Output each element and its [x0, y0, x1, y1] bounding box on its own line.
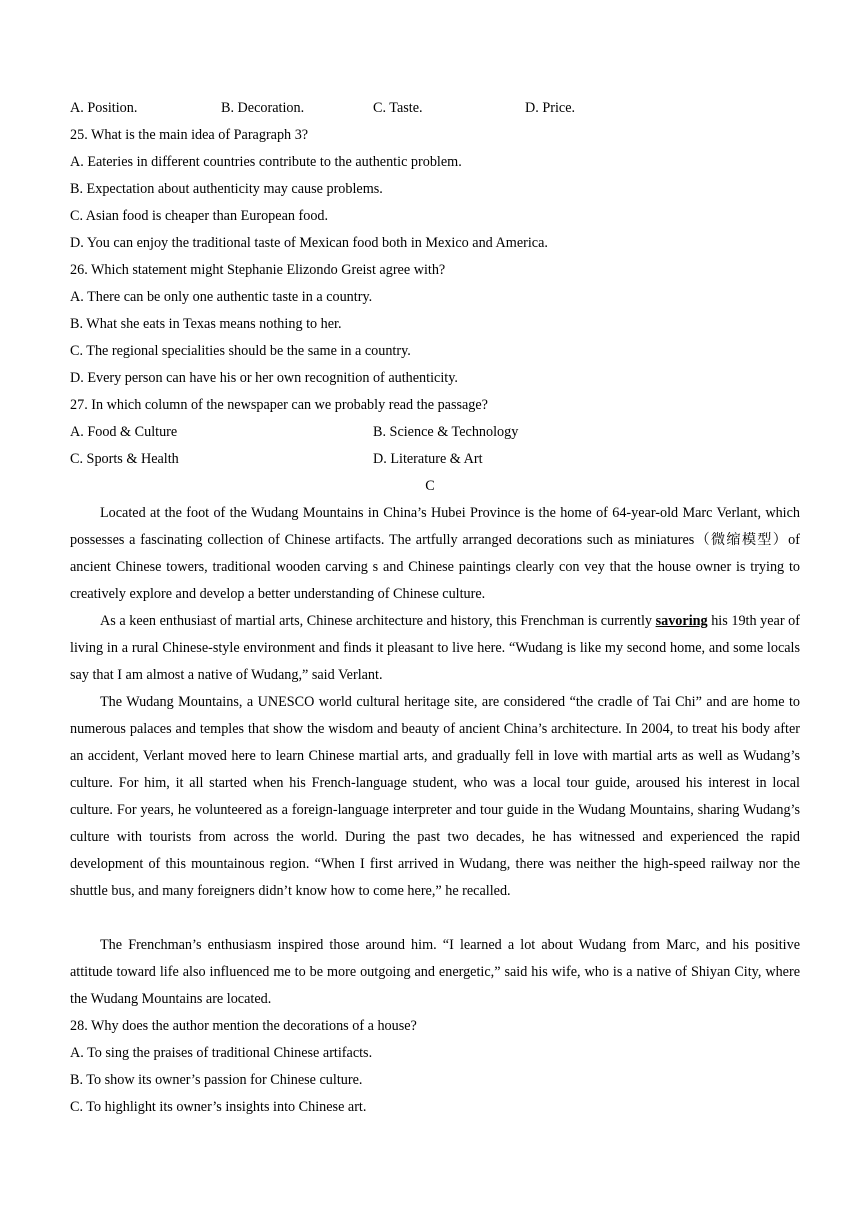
- q28-question: 28. Why does the author mention the decorations of a house?: [70, 1018, 417, 1034]
- q25-option-b: B. Expectation about authenticity may cause problems.: [70, 181, 383, 197]
- q27-options-row-2: [70, 446, 800, 473]
- q24-options: [70, 95, 800, 122]
- q24-option-d: D. Price.: [525, 100, 576, 116]
- q27-option-c: C. Sports & Health: [70, 451, 179, 467]
- q28-option-a: A. To sing the praises of traditional Chinese artifacts.: [70, 1045, 373, 1061]
- q24-option-a: A. Position.: [70, 100, 138, 116]
- q28-option-c: C. To highlight its owner’s insights into Chinese art.: [70, 1099, 367, 1115]
- q27-option-b: B. Science & Technology: [373, 424, 519, 440]
- paragraph-2-text-end: his 19th year of living in a rural Chinese-style environment and finds it pleasant to live here. “Wudang is like my second home, and some locals say that I am almost a native of Wudang,” said Verlant.: [70, 613, 800, 683]
- q27-options-row-1: [70, 419, 800, 446]
- q27-option-a: A. Food & Culture: [70, 424, 178, 440]
- section-heading: C: [425, 478, 435, 494]
- passage-paragraph-2: [70, 608, 800, 689]
- q28-option-b: B. To show its owner’s passion for Chinese culture.: [70, 1072, 363, 1088]
- passage-paragraph-3: The Wudang Mountains, a UNESCO world cultural heritage site, are considered “the cradle of Tai Chi” and are home to numerous palaces and temples that show the wisdom and beauty of ancient China’s architecture. In 2004, to treat his body after an accident, Verlant moved here to learn Chinese martial arts, and gradually fell in love with martial arts as well as Wudang’s culture. For him, it all started when his French-language student, who was a local tour guide, aroused his interest in local culture. For years, he volunteered as a foreign-language interpreter and tour guide in the Wudang Mountains, sharing Wudang’s culture with tourists from across the world. During the past two decades, he has witnessed and experienced the rapid development of this mountainous region. “When I first arrived in Wudang, there was neither the high-speed railway nor the shuttle bus, and many foreigners didn’t know how to come here,” he recalled.: [70, 694, 800, 899]
- q26-question: 26. Which statement might Stephanie Elizondo Greist agree with?: [70, 262, 446, 278]
- q24-option-c: C. Taste.: [373, 100, 423, 116]
- q25-option-a: A. Eateries in different countries contribute to the authentic problem.: [70, 154, 462, 170]
- paragraph-2-text-start: As a keen enthusiast of martial arts, Chinese architecture and history, this Frenchman is currently: [100, 613, 656, 629]
- q26-option-d: D. Every person can have his or her own recognition of authenticity.: [70, 370, 458, 386]
- q25-question: 25. What is the main idea of Paragraph 3?: [70, 127, 309, 143]
- q27-question: 27. In which column of the newspaper can we probably read the passage?: [70, 397, 488, 413]
- q25-option-d: D. You can enjoy the traditional taste of Mexican food both in Mexico and America.: [70, 235, 548, 251]
- passage-paragraph-1: Located at the foot of the Wudang Mountains in China’s Hubei Province is the home of 64-year-old Marc Verlant, which possesses a fascinating collection of Chinese artifacts. The artfully arranged decorations such as miniatures（微缩模型）of ancient Chinese towers, traditional wooden carving s and Chinese paintings clearly con vey that the house owner is trying to creatively explore and develop a better understanding of Chinese culture.: [70, 505, 800, 602]
- passage-paragraph-4: The Frenchman’s enthusiasm inspired those around him. “I learned a lot about Wudang from Marc, and his positive attitude toward life also influenced me to be more outgoing and energetic,” said his wife, who is a native of Shiyan City, where the Wudang Mountains are located.: [70, 937, 800, 1007]
- q27-option-d: D. Literature & Art: [373, 451, 483, 467]
- q26-option-c: C. The regional specialities should be the same in a country.: [70, 343, 411, 359]
- q25-option-c: C. Asian food is cheaper than European food.: [70, 208, 329, 224]
- underlined-keyword: savoring: [655, 613, 708, 629]
- q24-option-b: B. Decoration.: [221, 100, 305, 116]
- q26-option-b: B. What she eats in Texas means nothing to her.: [70, 316, 342, 332]
- q26-option-a: A. There can be only one authentic taste in a country.: [70, 289, 373, 305]
